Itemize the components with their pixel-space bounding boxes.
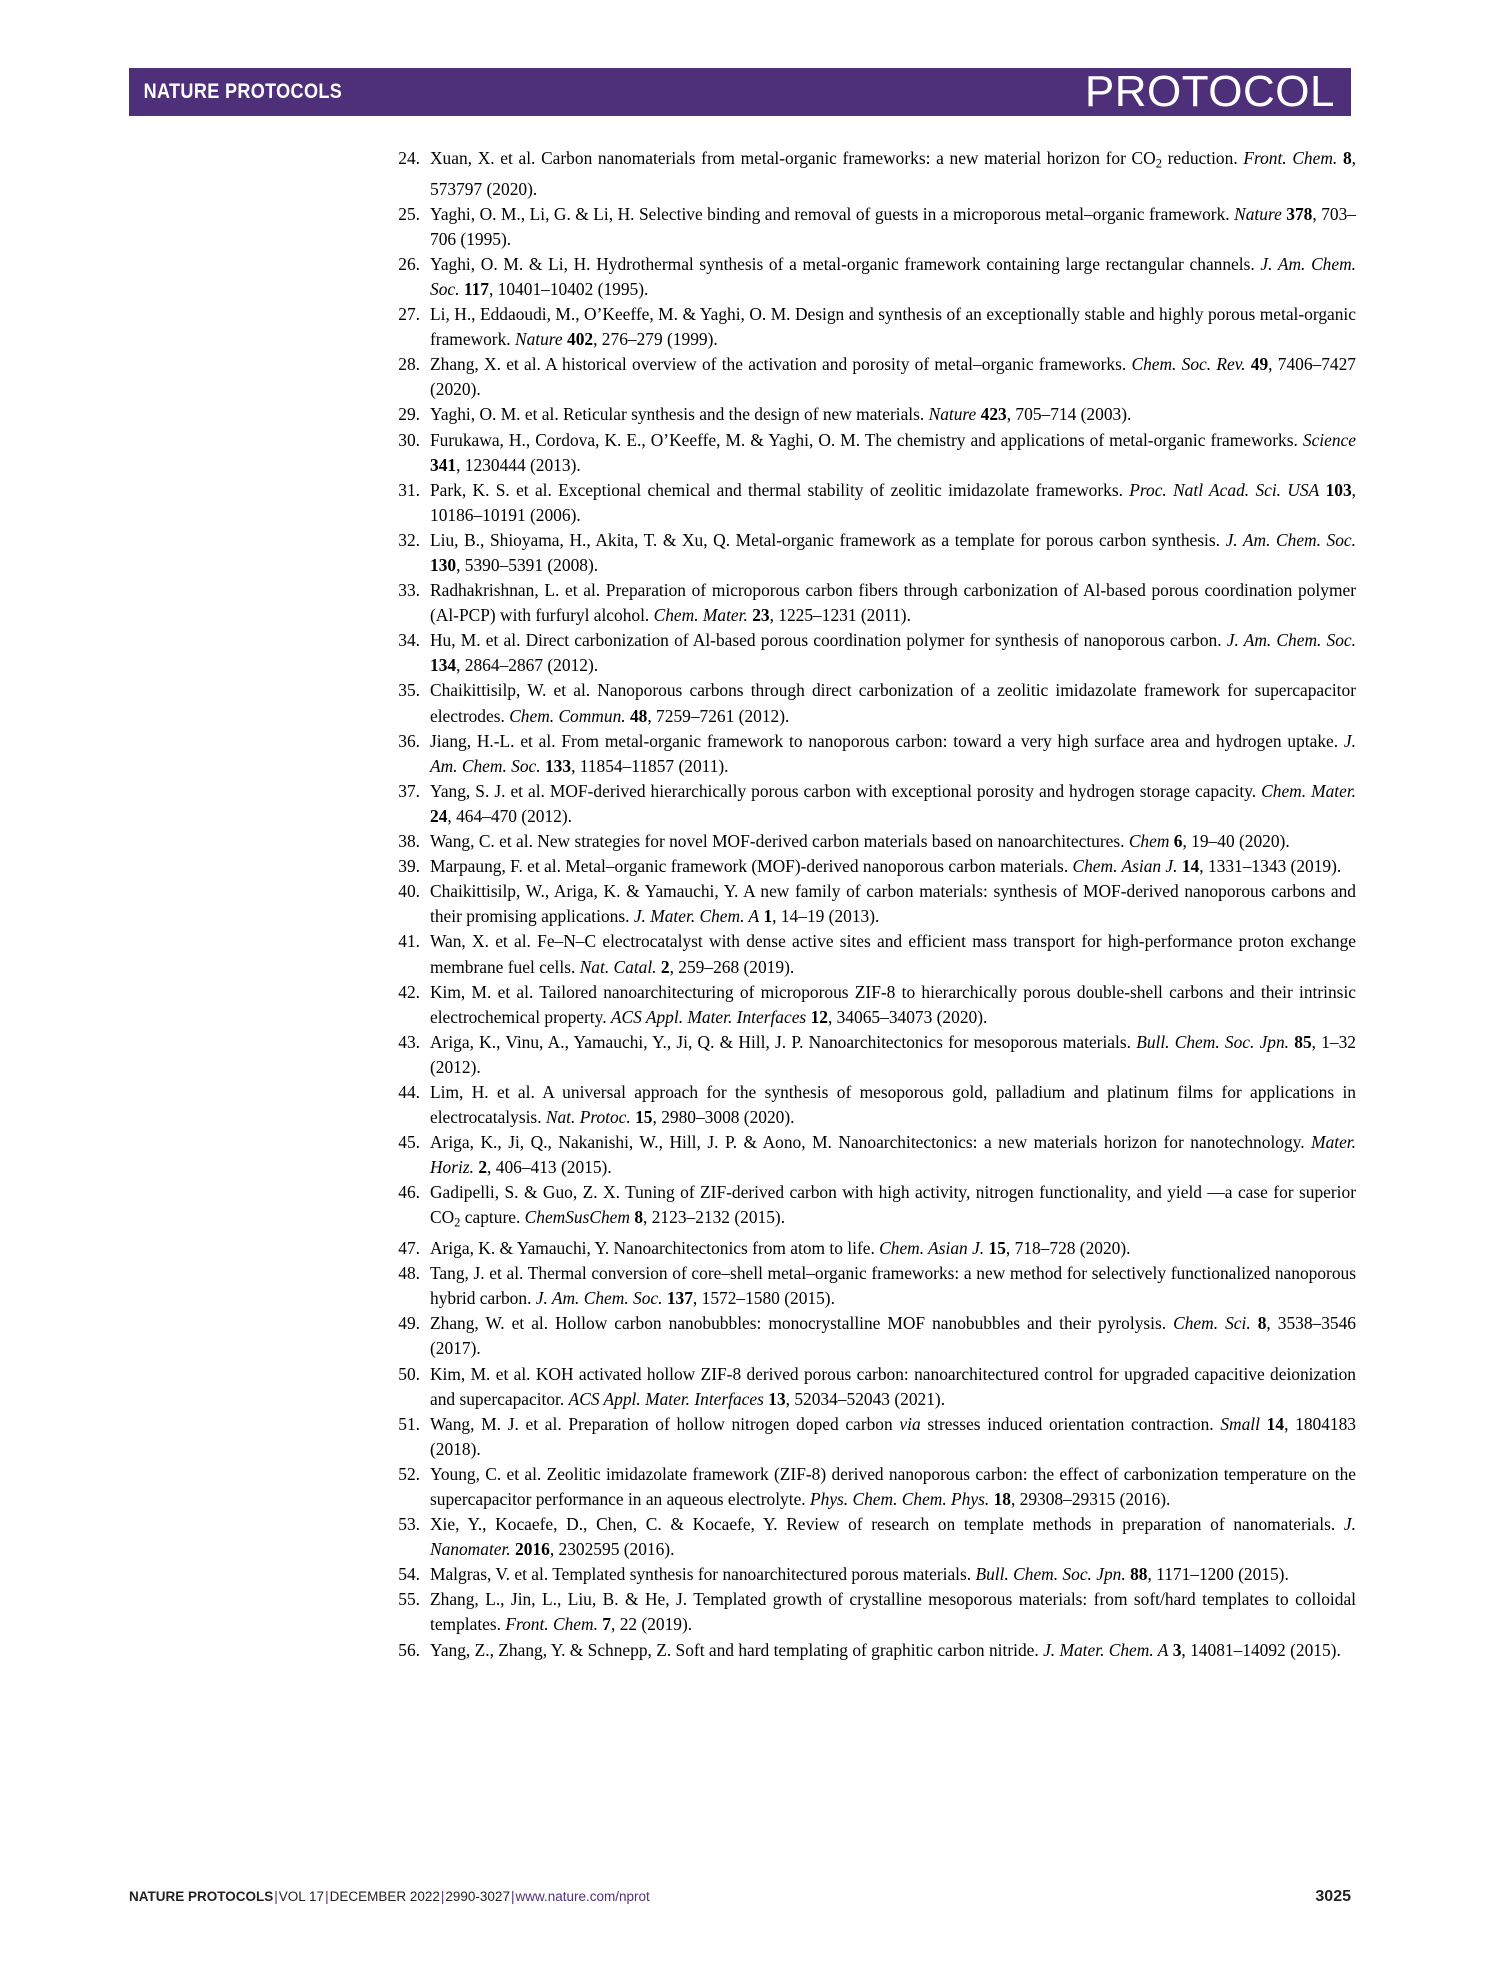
reference-number: 49.	[398, 1313, 420, 1334]
reference-number: 52.	[398, 1463, 420, 1484]
reference-text: Wan, X. et al. Fe–N–C electrocatalyst with dense active sites and efficient mass transport for high-performance proton exchange membrane fuel cells. Nat. Catal. 2, 259–268 (2019).	[430, 931, 1356, 977]
reference-text: Zhang, W. et al. Hollow carbon nanobubbles: monocrystalline MOF nanobubbles and their pyrolysis. Chem. Sci. 8, 3538–3546 (2017).	[430, 1313, 1357, 1359]
reference-text: Ariga, K. & Yamauchi, Y. Nanoarchitectonics from atom to life. Chem. Asian J. 15, 718–728 (2020).	[430, 1238, 1131, 1259]
reference-entry	[394, 1130, 1356, 1180]
reference-entry	[394, 829, 1356, 854]
reference-entry	[394, 478, 1356, 528]
reference-entry	[394, 628, 1356, 678]
reference-entry	[394, 578, 1356, 628]
footer-brand: NATURE PROTOCOLS	[129, 1889, 274, 1904]
reference-text: Park, K. S. et al. Exceptional chemical and thermal stability of zeolitic imidazolate frameworks. Proc. Natl Acad. Sci. USA 103, 10186–10191 (2006).	[430, 479, 1357, 525]
journal-name: NATURE PROTOCOLS	[143, 80, 343, 103]
reference-number: 51.	[398, 1413, 420, 1434]
reference-text: Yang, Z., Zhang, Y. & Schnepp, Z. Soft and hard templating of graphitic carbon nitride. J. Mater. Chem. A 3, 14081–14092 (2015).	[430, 1639, 1341, 1660]
reference-number: 33.	[398, 580, 420, 601]
reference-text: Ariga, K., Ji, Q., Nakanishi, W., Hill, J. P. & Aono, M. Nanoarchitectonics: a new materials horizon for nanotechnology. Mater. Horiz. 2, 406–413 (2015).	[430, 1132, 1356, 1178]
reference-entry	[394, 1638, 1356, 1663]
reference-text: Chaikittisilp, W., Ariga, K. & Yamauchi, Y. A new family of carbon materials: synthesis of MOF-derived nanoporous carbons and their promising applications. J. Mater. Chem. A 1, 14–19 (2013).	[430, 881, 1356, 927]
reference-entry	[394, 854, 1356, 879]
footer-citation-line	[129, 1889, 650, 1904]
reference-number: 53.	[398, 1514, 420, 1535]
reference-entry	[394, 1236, 1356, 1261]
reference-number: 50.	[398, 1363, 420, 1384]
reference-entry	[394, 1462, 1356, 1512]
reference-entry	[394, 528, 1356, 578]
reference-text: Yaghi, O. M. & Li, H. Hydrothermal synthesis of a metal-organic framework containing large rectangular channels. J. Am. Chem. Soc. 117, 10401–10402 (1995).	[430, 253, 1357, 299]
footer-separator-2: |	[325, 1889, 329, 1904]
footer-separator-1: |	[274, 1889, 278, 1904]
reference-text: Kim, M. et al. Tailored nanoarchitecturing of microporous ZIF-8 to hierarchically porous double-shell carbons and their intrinsic electrochemical property. ACS Appl. Mater. Interfaces 12, 34065–34073 (2020).	[430, 981, 1356, 1027]
reference-entry	[394, 1261, 1356, 1311]
reference-text: Liu, B., Shioyama, H., Akita, T. & Xu, Q. Metal-organic framework as a template for porous carbon synthesis. J. Am. Chem. Soc. 130, 5390–5391 (2008).	[430, 529, 1356, 575]
reference-number: 25.	[398, 203, 420, 224]
reference-number: 31.	[398, 479, 420, 500]
reference-number: 44.	[398, 1081, 420, 1102]
reference-entry	[394, 779, 1356, 829]
reference-text: Hu, M. et al. Direct carbonization of Al-based porous coordination polymer for synthesis of nanoporous carbon. J. Am. Chem. Soc. 134, 2864–2867 (2012).	[430, 630, 1356, 676]
footer-page-range: 2990-3027	[445, 1889, 510, 1904]
reference-text: Wang, M. J. et al. Preparation of hollow nitrogen doped carbon via stresses induced orientation contraction. Small 14, 1804183 (2018).	[430, 1413, 1356, 1459]
reference-entry	[394, 252, 1356, 302]
reference-number: 47.	[398, 1238, 420, 1259]
reference-number: 36.	[398, 730, 420, 751]
reference-text: Jiang, H.-L. et al. From metal-organic framework to nanoporous carbon: toward a very high surface area and hydrogen uptake. J. Am. Chem. Soc. 133, 11854–11857 (2011).	[430, 730, 1356, 776]
footer-separator-4: |	[510, 1889, 515, 1904]
reference-number: 48.	[398, 1263, 420, 1284]
reference-number: 42.	[398, 981, 420, 1002]
reference-entry	[394, 202, 1356, 252]
reference-number: 35.	[398, 680, 420, 701]
reference-text: Tang, J. et al. Thermal conversion of core–shell metal–organic frameworks: a new method for selectively functionalized nanoporous hybrid carbon. J. Am. Chem. Soc. 137, 1572–1580 (2015).	[430, 1263, 1356, 1309]
reference-number: 39.	[398, 856, 420, 877]
reference-number: 38.	[398, 831, 420, 852]
reference-entry	[394, 302, 1356, 352]
footer-separator-3: |	[440, 1889, 445, 1904]
reference-text: Marpaung, F. et al. Metal–organic framework (MOF)-derived nanoporous carbon materials. Chem. Asian J. 14, 1331–1343 (2019).	[430, 856, 1342, 877]
reference-entry	[394, 146, 1356, 202]
reference-text: Li, H., Eddaoudi, M., O’Keeffe, M. & Yaghi, O. M. Design and synthesis of an exceptionally stable and highly porous metal-organic framework. Nature 402, 276–279 (1999).	[430, 304, 1356, 350]
article-type-label: PROTOCOL	[1084, 67, 1335, 116]
reference-number: 54.	[398, 1564, 420, 1585]
reference-entry	[394, 1180, 1356, 1236]
reference-text: Ariga, K., Vinu, A., Yamauchi, Y., Ji, Q. & Hill, J. P. Nanoarchitectonics for mesoporous materials. Bull. Chem. Soc. Jpn. 85, 1–32 (2012).	[430, 1031, 1357, 1077]
reference-text: Malgras, V. et al. Templated synthesis for nanoarchitectured porous materials. Bull. Chem. Soc. Jpn. 88, 1171–1200 (2015).	[430, 1564, 1289, 1585]
reference-entry	[394, 929, 1356, 979]
page-header-bar	[129, 68, 1351, 116]
reference-number: 43.	[398, 1031, 420, 1052]
reference-entry	[394, 729, 1356, 779]
reference-entry	[394, 1587, 1356, 1637]
reference-number: 29.	[398, 404, 420, 425]
reference-entry	[394, 980, 1356, 1030]
reference-text: Xie, Y., Kocaefe, D., Chen, C. & Kocaefe, Y. Review of research on template methods in preparation of nanomaterials. J. Nanomater. 2016, 2302595 (2016).	[430, 1514, 1356, 1560]
reference-text: Lim, H. et al. A universal approach for the synthesis of mesoporous gold, palladium and platinum films for applications in electrocatalysis. Nat. Protoc. 15, 2980–3008 (2020).	[430, 1081, 1356, 1128]
footer-volume: VOL 17	[278, 1889, 325, 1904]
page-number: 3025	[1315, 1888, 1351, 1905]
footer-issue-date: DECEMBER 2022	[329, 1889, 440, 1904]
reference-list	[394, 146, 1356, 1663]
reference-text: Yang, S. J. et al. MOF-derived hierarchically porous carbon with exceptional porosity and hydrogen storage capacity. Chem. Mater. 24, 464–470 (2012).	[430, 780, 1357, 826]
reference-number: 24.	[398, 148, 420, 168]
reference-text: Chaikittisilp, W. et al. Nanoporous carbons through direct carbonization of a zeolitic imidazolate framework for supercapacitor electrodes. Chem. Commun. 48, 7259–7261 (2012).	[430, 680, 1356, 726]
reference-text: Zhang, L., Jin, L., Liu, B. & He, J. Templated growth of crystalline mesoporous materials: from soft/hard templates to colloidal templates. Front. Chem. 7, 22 (2019).	[430, 1589, 1356, 1635]
reference-entry	[394, 1030, 1356, 1080]
reference-number: 27.	[398, 304, 420, 325]
reference-entry	[394, 352, 1356, 402]
reference-number: 37.	[398, 780, 420, 801]
reference-entry	[394, 428, 1356, 478]
reference-number: 28.	[398, 354, 420, 375]
reference-text: Gadipelli, S. & Guo, Z. X. Tuning of ZIF-derived carbon with high activity, nitrogen functionality, and yield —a case for superior $CO_2$ capture. ChemSusChem 8, 2123–2132 (2015).	[430, 1182, 1356, 1230]
reference-number: 56.	[398, 1639, 420, 1660]
reference-entry	[394, 402, 1356, 427]
reference-number: 55.	[398, 1589, 420, 1610]
reference-number: 30.	[398, 429, 420, 450]
reference-number: 45.	[398, 1132, 420, 1153]
reference-entry	[394, 1080, 1356, 1130]
reference-entry	[394, 1512, 1356, 1562]
reference-text: Furukawa, H., Cordova, K. E., O’Keeffe, M. & Yaghi, O. M. The chemistry and applications of metal-organic frameworks. Science 341, 1230444 (2013).	[430, 429, 1356, 475]
reference-text: Wang, C. et al. New strategies for novel MOF-derived carbon materials based on nanoarchitectures. Chem 6, 19–40 (2020).	[430, 831, 1290, 852]
reference-text: Kim, M. et al. KOH activated hollow ZIF-8 derived porous carbon: nanoarchitectured control for upgraded capacitive deionization and supercapacitor. ACS Appl. Mater. Interfaces 13, 52034–52043 (2021).	[430, 1363, 1356, 1409]
reference-text: Young, C. et al. Zeolitic imidazolate framework (ZIF-8) derived nanoporous carbon: the effect of carbonization temperature on the supercapacitor performance in an aqueous electrolyte. Phys. Chem. Chem. Phys. 18, 29308–29315 (2016).	[430, 1463, 1356, 1509]
footer-url-link[interactable]: www.nature.com/nprot	[515, 1889, 650, 1904]
reference-text: Yaghi, O. M. et al. Reticular synthesis and the design of new materials. Nature 423, 705–714 (2003).	[430, 404, 1132, 425]
reference-entry	[394, 1562, 1356, 1587]
reference-number: 32.	[398, 529, 420, 550]
reference-entry	[394, 879, 1356, 929]
reference-entry	[394, 1311, 1356, 1361]
reference-number: 46.	[398, 1182, 420, 1203]
reference-text: Radhakrishnan, L. et al. Preparation of microporous carbon fibers through carbonization of Al-based porous coordination polymer (Al-PCP) with furfuryl alcohol. Chem. Mater. 23, 1225–1231 (2011).	[430, 580, 1356, 626]
reference-text: Yaghi, O. M., Li, G. & Li, H. Selective binding and removal of guests in a microporous metal–organic framework. Nature 378, 703–706 (1995).	[430, 203, 1356, 249]
reference-text: Zhang, X. et al. A historical overview of the activation and porosity of metal–organic frameworks. Chem. Soc. Rev. 49, 7406–7427 (2020).	[430, 354, 1356, 400]
reference-number: 34.	[398, 630, 420, 651]
reference-text: Xuan, X. et al. Carbon nanomaterials from metal-organic frameworks: a new material horizon for $CO_2$ reduction. Front. Chem. 8, 573797 (2020).	[430, 148, 1357, 199]
reference-number: 40.	[398, 881, 420, 902]
reference-entry	[394, 678, 1356, 728]
reference-number: 41.	[398, 931, 420, 952]
reference-number: 26.	[398, 253, 420, 274]
reference-entry	[394, 1412, 1356, 1462]
reference-entry	[394, 1362, 1356, 1412]
page-footer	[129, 1888, 1351, 1906]
